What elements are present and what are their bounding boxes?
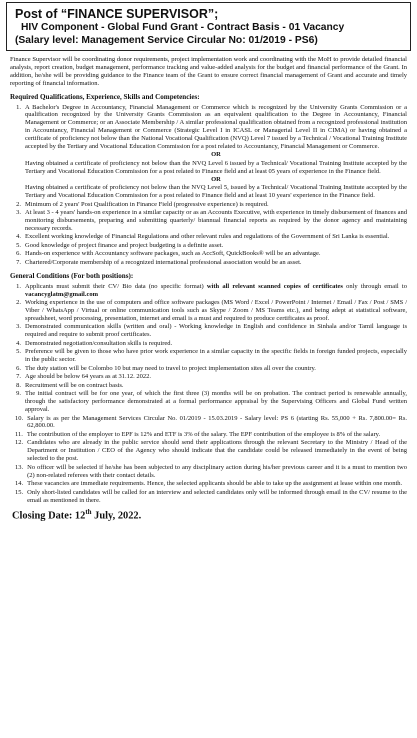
item-text: Candidates who are already in the public service should send their applications through the relevant Secretary to the Ministry / Head of the Department or Institution / CEO of the Agency who should indicate that the candidate could be released immediately in the event of being selected to the post.	[27, 439, 407, 463]
item-number: 15.	[15, 488, 24, 496]
item-number: 5.	[16, 348, 21, 356]
advertisement-body	[6, 56, 411, 521]
application-email[interactable]: vacancyglatm@gmail.com	[25, 290, 99, 298]
list-item	[10, 415, 407, 431]
item-number: 1.	[16, 103, 21, 111]
item-text	[25, 283, 407, 299]
item-text: Excellent working knowledge of Financial Regulations and other relevant rules and regulations of the Government of Sri Lanka is essential.	[25, 233, 390, 241]
item-text	[25, 104, 407, 200]
item-text: Working experience in the use of computers and office software packages (MS Word / Excel / PowerPoint / Internet / Email / Fax / Post / SMS / Viber / WhatsApp / Virtual or online communication tools such as Skype / Zoom / MS Teams etc.), and being adept at statistical software, spreadsheet, word processing, presentation, internet and email is a must and required to produce certificates as proof.	[25, 299, 407, 322]
list-item	[10, 464, 407, 480]
list-item	[10, 348, 407, 364]
text-run-bold: with all relevant scanned copies of certificates	[206, 282, 343, 290]
qualifications-heading: Required Qualifications, Experience, Skills and Competencies:	[10, 92, 200, 101]
item-text: The contribution of the employer to EPF is 12% and ETF is 3% of the salary. The EPF contribution of the employee is 8% of the salary.	[26, 430, 381, 438]
list-item	[10, 209, 407, 233]
item-text: Good knowledge of project finance and project budgeting is a definite asset.	[25, 241, 224, 249]
item-number: 3.	[16, 323, 21, 331]
list-item	[10, 439, 407, 463]
text-run: only through email to	[342, 282, 407, 290]
list-item	[10, 480, 407, 488]
vacancy-line: HIV Component - Global Fund Grant - Contract Basis - 01 Vacancy	[21, 22, 345, 33]
qualifications-list	[10, 104, 407, 267]
qualification-option-2: Having obtained a certificate of proficiency not below than the NVQ Level 6 issued by a Technical/ Vocational Training Institute accepted by the Tertiary and Vocational Education Commission for a post related to Finance field and at least 05 years of experience in the Finance field.	[25, 159, 407, 175]
item-text: Age should be below 64 years as at 31.12. 2022.	[25, 373, 152, 381]
list-item	[10, 299, 407, 323]
or-separator: OR	[211, 175, 221, 183]
item-text: The duty station will be Colombo 10 but may need to travel to project implementation sites all over the country.	[25, 364, 316, 372]
list-item	[10, 250, 407, 258]
item-number: 2.	[16, 299, 21, 307]
list-item	[10, 340, 407, 348]
item-text: Recruitment will be on contract basis.	[25, 381, 124, 389]
list-item	[10, 323, 407, 339]
closing-date-rest: July, 2022.	[91, 510, 142, 522]
qualification-option-3: Having obtained a certificate of proficiency not below than the NVQ Level 5, issued by a Technical/ Vocational Training Institute accepted by the Tertiary and Vocational Education Commission for a post related to Finance field and at least 10 years' experience in the Finance field.	[25, 184, 407, 200]
item-text: Demonstrated communication skills (written and oral) - Working knowledge in English and confidence in Sinhala and/or Tamil language is required and require to submit proof certificates.	[25, 323, 407, 339]
item-text: Minimum of 2 years' Post Qualification in Finance Field (progressive experience) is required.	[25, 200, 269, 208]
item-number: 7.	[16, 373, 21, 381]
item-text: These vacancies are immediate requirements. Hence, the selected applicants should be able to take up the assignment at lease within one month.	[27, 480, 403, 488]
item-number: 8.	[16, 381, 21, 389]
item-number: 14.	[15, 480, 24, 488]
item-text: No officer will be selected if he/she has been subjected to any disciplinary action during his/her previous career and it is a must to mention two (2) non-related referees with their contact details.	[27, 463, 407, 479]
item-text: Preference will be given to those who have prior work experience in a similar capacity in the specific fields in foreign funded projects, especially in the public sector.	[25, 348, 407, 364]
list-item	[10, 390, 407, 414]
list-item	[10, 201, 407, 209]
item-number: 3.	[16, 209, 21, 217]
list-item	[10, 283, 407, 299]
item-number: 4.	[16, 233, 21, 241]
item-text: Only short-listed candidates will be called for an interview and selected candidates only will be informed through email in the CV/ resume to the email as mentioned in there.	[27, 488, 407, 504]
general-conditions-heading: General Conditions (For both positions):	[10, 271, 134, 280]
item-text: The initial contract will be for one year, of which the first three (3) months will be on probation. The contract period is renewable annually, through the satisfactory performance demonstrated at a formal performance appraisal by the Supervising Officers and Global Fund written approval.	[25, 390, 407, 414]
closing-date-label: Closing Date: 12	[12, 510, 86, 522]
item-number: 1.	[16, 282, 21, 290]
item-text: Salary is as per the Management Services Circular No. 01/2019 - 15.03.2019 - Salary level: PS 6 (starting Rs. 55,000 + Rs. 7,800.00= Rs. 62,800.00.	[27, 414, 407, 430]
item-text: Demonstrated negotiation/consultation skills is required.	[25, 339, 173, 347]
header-box	[6, 2, 411, 51]
item-number: 5.	[16, 241, 21, 249]
text-run: Applicants must submit their CV/ Bio data (no specific format)	[25, 282, 207, 290]
list-item	[10, 365, 407, 373]
item-number: 9.	[16, 390, 21, 398]
closing-date-suffix: th	[85, 508, 92, 517]
post-title: Post of “FINANCE SUPERVISOR”;	[15, 7, 219, 21]
item-number: 2.	[16, 200, 21, 208]
qualification-option-1: A Bachelor's Degree in Accountancy, Financial Management or Commerce which is recognized by the University Grants Commission or a qualification recognized by the University Grants Commission as an equivalent qualification to the Degree in Accountancy, Financial Management or Commerce; or an Associate Membership / A similar professional qualification obtained from a recognized professional institution in Accountancy, Financial Management or Commerce (Strategic Level I in ICASL or Managerial Level II in CIMA) or having obtained a certificate of proficiency not below than the National Vocational Qualification (NVQ) Level 7 issued by a Technical / Vocational Training Institute accepted by the Tertiary and Vocational Education Commission for a post related to Accountancy, Financial Management or Commerce.	[25, 103, 407, 151]
item-number: 13.	[15, 463, 24, 471]
or-separator: OR	[211, 151, 221, 159]
item-number: 10.	[15, 414, 24, 422]
item-text: Chartered/Corporate membership of a recognized international professional association would be an asset.	[25, 258, 302, 266]
item-number: 6.	[16, 364, 21, 372]
closing-date	[10, 509, 407, 520]
list-item	[10, 489, 407, 505]
item-number: 7.	[16, 258, 21, 266]
list-item	[10, 233, 407, 241]
salary-level-line: (Salary level: Management Service Circular No: 01/2019 - PS6)	[15, 34, 318, 46]
list-item	[10, 104, 407, 200]
list-item	[10, 373, 407, 381]
list-item	[10, 259, 407, 267]
item-text: Hands-on experience with Accountancy software packages, such as AccSoft, QuickBooks® will be an advantage.	[25, 250, 321, 258]
intro-paragraph: Finance Supervisor will be coordinating donor requirements, project implementation work and coordinating with the MoH to provide detailed financial analysis, report creation, budget management, performance tracking and value-added analysis for the budget and financial performance of the Grant. In addition, he/she will be providing guidance to the Finance team of the Grant to ensure correct financial management of Grant and accurate and timely reporting of financial information.	[10, 56, 407, 87]
item-text: At least 3 - 4 years' hands-on experience in a similar capacity or as an Accounts Executive, with experience in timely disbursement of finances and monitoring disbursements, preparing and submitting quarterly/ biannual financial reports as required by the donor agency and maintaining necessary records.	[25, 209, 407, 232]
item-number: 4.	[16, 339, 21, 347]
conditions-list	[10, 283, 407, 505]
list-item	[10, 431, 407, 439]
list-item	[10, 242, 407, 250]
item-number: 12.	[15, 439, 24, 447]
list-item	[10, 382, 407, 390]
item-number: 6.	[16, 250, 21, 258]
item-number: 11.	[15, 430, 23, 438]
